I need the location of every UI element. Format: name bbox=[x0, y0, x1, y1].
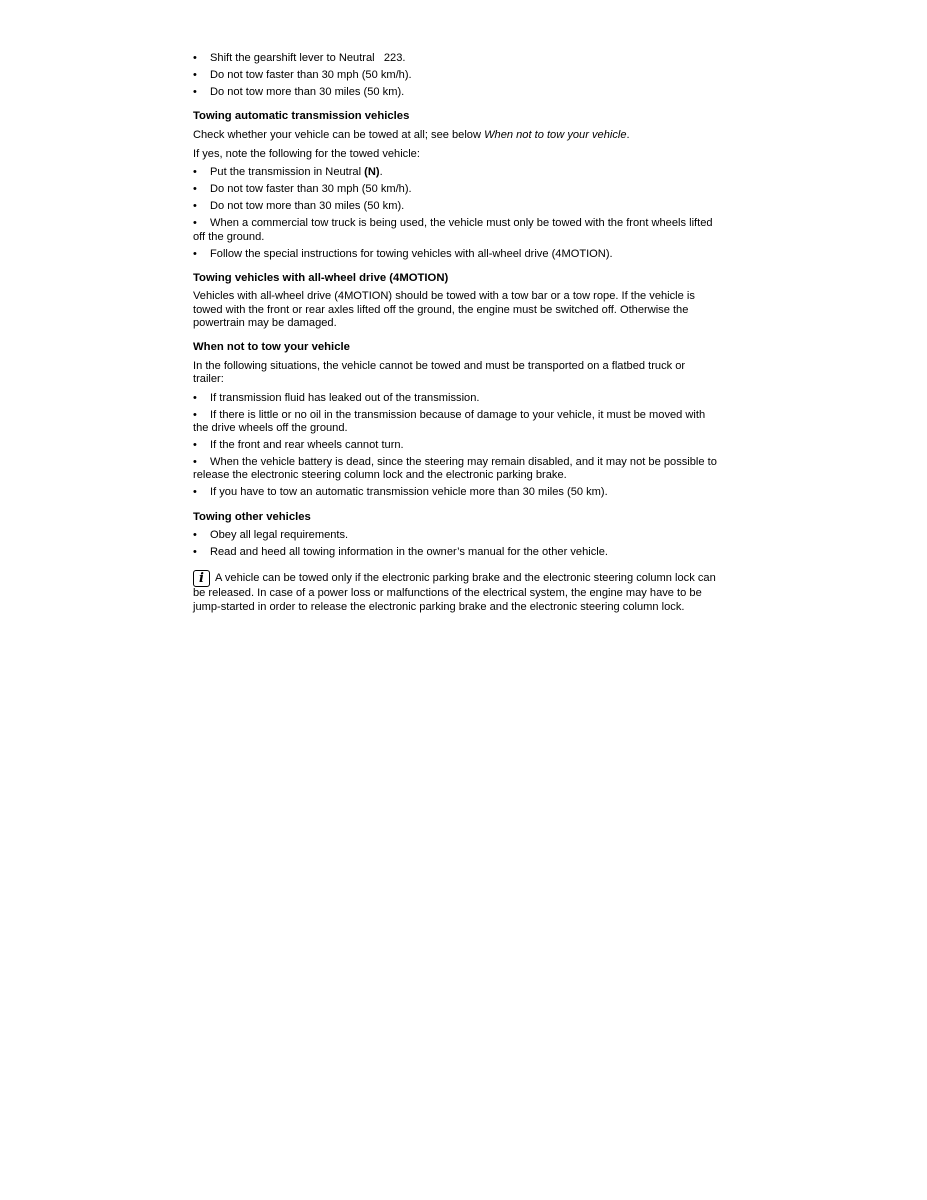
list-item: • Read and heed all towing information in the owner’s manual for the other vehicle. bbox=[193, 546, 718, 559]
section-heading-other-vehicles: Towing other vehicles bbox=[193, 510, 311, 523]
other-vehicles-list bbox=[193, 529, 718, 559]
all-wheel-drive-paragraph: Vehicles with all-wheel drive (4MOTION) should be towed with a tow bar or a tow rope. If the vehicle is towed with the front or rear axles lifted off the ground, the engine must be switched off. Otherwise the powertrain may be damaged. bbox=[193, 290, 695, 329]
section-heading-automatic-transmission: Towing automatic transmission vehicles bbox=[193, 110, 410, 123]
list-item: • Follow the special instructions for towing vehicles with all-wheel drive (4MOTION). bbox=[193, 248, 718, 261]
list-item: • When the vehicle battery is dead, since the steering may remain disabled, and it may not be possible to release the electronic steering column lock and the electronic parking brake. bbox=[193, 456, 718, 483]
list-item: • Do not tow faster than 30 mph (50 km/h). bbox=[193, 183, 718, 196]
list-item: • If transmission fluid has leaked out of the transmission. bbox=[193, 392, 718, 405]
page-content bbox=[193, 52, 718, 620]
list-item: • When a commercial tow truck is being used, the vehicle must only be towed with the front wheels lifted off the ground. bbox=[193, 217, 718, 244]
neutral-gear-label: (N) bbox=[364, 166, 380, 179]
list-item: • If the front and rear wheels cannot turn. bbox=[193, 439, 718, 452]
list-item bbox=[193, 166, 718, 179]
list-item: • Do not tow more than 30 miles (50 km). bbox=[193, 200, 718, 213]
neutral-end: . bbox=[379, 166, 383, 179]
section-heading-when-not-to-tow: When not to tow your vehicle bbox=[193, 341, 350, 354]
info-icon: i bbox=[193, 570, 210, 587]
info-note bbox=[193, 570, 718, 614]
neutral-text: Put the transmission in Neutral bbox=[210, 166, 365, 179]
list-item: • Obey all legal requirements. bbox=[193, 529, 718, 542]
cross-reference: When not to tow your vehicle bbox=[484, 128, 627, 141]
info-note-text: A vehicle can be towed only if the electronic parking brake and the electronic steering column lock can be released. In case of a power loss or malfunctions of the electrical system, the engine may have to be jump-started in order to release the electronic parking brake and the electronic steering column lock. bbox=[193, 572, 716, 613]
list-item: • If you have to tow an automatic transmission vehicle more than 30 miles (50 km). bbox=[193, 486, 718, 499]
list-item: • Do not tow faster than 30 mph (50 km/h). bbox=[193, 69, 718, 82]
check-paragraph bbox=[193, 129, 718, 142]
automatic-transmission-list bbox=[193, 166, 718, 261]
intro-bullet-list bbox=[193, 52, 718, 99]
check-text: Check whether your vehicle can be towed at all; see below bbox=[193, 128, 485, 141]
list-item: • Do not tow more than 30 miles (50 km). bbox=[193, 86, 718, 99]
list-item: • If there is little or no oil in the transmission because of damage to your vehicle, it must be moved with the drive wheels off the ground. bbox=[193, 409, 718, 436]
section-heading-all-wheel-drive: Towing vehicles with all-wheel drive (4MOTION) bbox=[193, 271, 449, 284]
when-not-to-tow-list bbox=[193, 392, 718, 500]
list-item: • Shift the gearshift lever to Neutral 223. bbox=[193, 52, 718, 65]
check-end: . bbox=[626, 128, 630, 141]
when-not-to-tow-intro: In the following situations, the vehicle cannot be towed and must be transported on a flatbed truck or trailer: bbox=[193, 359, 686, 386]
if-yes-paragraph: If yes, note the following for the towed vehicle: bbox=[193, 147, 420, 160]
